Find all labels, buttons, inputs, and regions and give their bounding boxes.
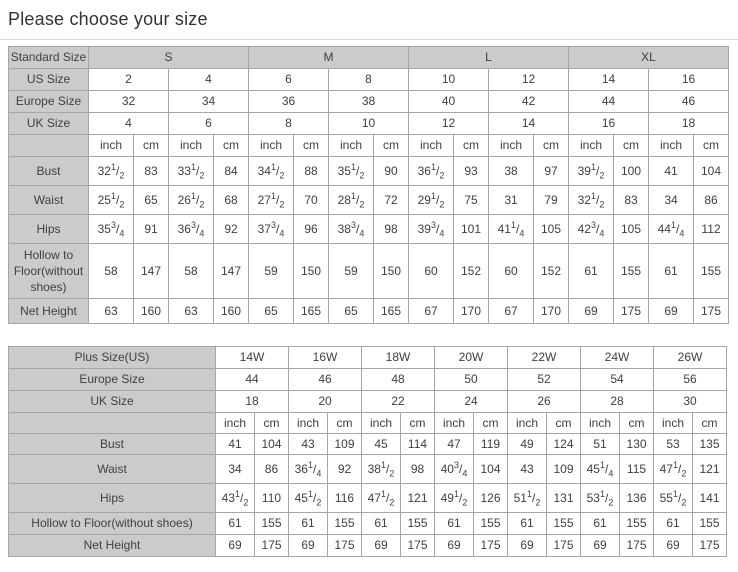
measurement-value-cell: 88 [294,157,329,186]
measurement-value-cell: $35^1/_2$ [329,157,374,186]
measurement-value-cell: 61 [654,513,693,535]
measurement-value-cell: $26^1/_2$ [169,186,214,215]
measurement-value-cell: $28^1/_2$ [329,186,374,215]
row-label: Waist [9,455,216,484]
measurement-value-cell: 109 [547,455,581,484]
measurement-value-cell: 69 [581,535,620,557]
measurement-value-cell: 175 [255,535,289,557]
size-value-cell: 10 [409,69,489,91]
measurement-value-cell: 105 [614,215,649,244]
measurement-value-cell: 155 [328,513,362,535]
measurement-value-cell: 155 [255,513,289,535]
row-label: Waist [9,186,89,215]
measurement-value-cell: 124 [547,434,581,455]
unit-header-cell: cm [328,413,362,434]
measurement-value-cell: 93 [454,157,489,186]
measurement-value-cell: 155 [614,244,649,299]
size-group-header: 14W [216,347,289,369]
measurement-value-cell: 152 [534,244,569,299]
size-value-cell: 6 [249,69,329,91]
measurement-value-cell: 150 [294,244,329,299]
standard-size-table-container [8,46,738,324]
size-value-cell: 2 [89,69,169,91]
measurement-value-cell: $45^1/_2$ [289,484,328,513]
size-guide-page [0,9,738,557]
measurement-value-cell: 100 [614,157,649,186]
size-group-header: 26W [654,347,727,369]
measurement-value-cell: 86 [694,186,729,215]
measurement-row [9,157,729,186]
measurement-value-cell: 121 [401,484,435,513]
measurement-value-cell: 67 [489,299,534,324]
size-value-cell: 22 [362,391,435,413]
size-group-header-row [9,47,729,69]
measurement-value-cell: $45^1/_4$ [581,455,620,484]
size-value-cell: 30 [654,391,727,413]
measurement-value-cell: $44^1/_4$ [649,215,694,244]
unit-header-cell: inch [362,413,401,434]
measurement-row [9,299,729,324]
measurement-row [9,513,727,535]
measurement-value-cell: 175 [693,535,727,557]
measurement-value-cell: 165 [374,299,409,324]
measurement-value-cell: 47 [435,434,474,455]
size-value-cell: 18 [216,391,289,413]
unit-header-cell: inch [435,413,474,434]
size-value-cell: 8 [249,113,329,135]
measurement-value-cell: 70 [294,186,329,215]
measurement-value-cell: 69 [649,299,694,324]
measurement-value-cell: 61 [289,513,328,535]
row-label: Europe Size [9,91,89,113]
measurement-value-cell: 155 [620,513,654,535]
measurement-value-cell: 69 [216,535,255,557]
measurement-value-cell: 112 [694,215,729,244]
corner-label: Standard Size [9,47,89,69]
row-label: Hips [9,215,89,244]
measurement-value-cell: 41 [216,434,255,455]
measurement-value-cell: 59 [249,244,294,299]
unit-header-cell: cm [694,135,729,157]
measurement-value-cell: 61 [649,244,694,299]
measurement-value-cell: 69 [289,535,328,557]
unit-header-cell: cm [534,135,569,157]
measurement-value-cell: 65 [249,299,294,324]
size-value-cell: 34 [169,91,249,113]
measurement-value-cell: 61 [508,513,547,535]
size-value-cell: 24 [435,391,508,413]
measurement-value-cell: 101 [454,215,489,244]
measurement-value-cell: $47^1/_2$ [362,484,401,513]
measurement-value-cell: $42^3/_4$ [569,215,614,244]
measurement-value-cell: 160 [214,299,249,324]
unit-header-row [9,135,729,157]
size-group-header: M [249,47,409,69]
measurement-row [9,215,729,244]
row-label: Net Height [9,535,216,557]
measurement-value-cell: 104 [694,157,729,186]
row-label: UK Size [9,113,89,135]
size-value-cell: 32 [89,91,169,113]
measurement-value-cell: 116 [328,484,362,513]
unit-header-cell: cm [134,135,169,157]
measurement-value-cell: 91 [134,215,169,244]
measurement-value-cell: 43 [508,455,547,484]
measurement-value-cell: 53 [654,434,693,455]
standard-size-table [8,46,729,324]
measurement-value-cell: $53^1/_2$ [581,484,620,513]
measurement-value-cell: $36^3/_4$ [169,215,214,244]
unit-header-cell: cm [620,413,654,434]
measurement-value-cell: 155 [694,244,729,299]
row-label: US Size [9,69,89,91]
measurement-row [9,484,727,513]
plus-size-table-container [8,346,738,557]
size-value-cell: 4 [89,113,169,135]
unit-header-cell: cm [374,135,409,157]
measurement-value-cell: 83 [614,186,649,215]
measurement-value-cell: $38^1/_2$ [362,455,401,484]
measurement-value-cell: 170 [534,299,569,324]
size-conversion-row [9,113,729,135]
size-value-cell: 48 [362,369,435,391]
size-group-header: 16W [289,347,362,369]
size-group-header: L [409,47,569,69]
unit-header-cell: inch [649,135,694,157]
measurement-value-cell: 69 [654,535,693,557]
size-value-cell: 36 [249,91,329,113]
measurement-value-cell: 155 [547,513,581,535]
measurement-value-cell: $43^1/_2$ [216,484,255,513]
measurement-value-cell: 98 [401,455,435,484]
measurement-value-cell: 92 [214,215,249,244]
measurement-row [9,535,727,557]
unit-header-cell: cm [401,413,435,434]
size-group-header: 20W [435,347,508,369]
measurement-value-cell: 92 [328,455,362,484]
size-value-cell: 40 [409,91,489,113]
row-label: Hollow to Floor(without shoes) [9,513,216,535]
size-value-cell: 50 [435,369,508,391]
measurement-value-cell: 59 [329,244,374,299]
title-divider [0,39,738,40]
size-value-cell: 54 [581,369,654,391]
measurement-value-cell: $36^1/_4$ [289,455,328,484]
measurement-value-cell: 51 [581,434,620,455]
size-value-cell: 10 [329,113,409,135]
measurement-value-cell: 175 [620,535,654,557]
measurement-value-cell: $47^1/_2$ [654,455,693,484]
size-value-cell: 26 [508,391,581,413]
size-value-cell: 16 [569,113,649,135]
measurement-value-cell: 155 [474,513,508,535]
unit-header-cell: inch [508,413,547,434]
size-conversion-row [9,69,729,91]
measurement-value-cell: 105 [534,215,569,244]
measurement-value-cell: 86 [255,455,289,484]
unit-header-cell: cm [294,135,329,157]
measurement-value-cell: 38 [489,157,534,186]
size-group-header: XL [569,47,729,69]
measurement-value-cell: 60 [409,244,454,299]
measurement-value-cell: 63 [169,299,214,324]
measurement-value-cell: 41 [649,157,694,186]
measurement-value-cell: 175 [694,299,729,324]
measurement-value-cell: 147 [214,244,249,299]
row-label: Hips [9,484,216,513]
unit-header-cell: inch [169,135,214,157]
size-value-cell: 12 [489,69,569,91]
row-label: Net Height [9,299,89,324]
unit-header-cell: inch [89,135,134,157]
size-conversion-row [9,391,727,413]
size-value-cell: 8 [329,69,409,91]
size-group-header: 24W [581,347,654,369]
size-value-cell: 14 [569,69,649,91]
measurement-value-cell: 96 [294,215,329,244]
measurement-value-cell: $40^3/_4$ [435,455,474,484]
measurement-value-cell: 69 [569,299,614,324]
measurement-value-cell: 43 [289,434,328,455]
measurement-value-cell: 65 [329,299,374,324]
measurement-value-cell: 114 [401,434,435,455]
measurement-value-cell: $49^1/_2$ [435,484,474,513]
measurement-value-cell: 104 [474,455,508,484]
measurement-value-cell: 69 [508,535,547,557]
measurement-value-cell: 90 [374,157,409,186]
measurement-value-cell: 79 [534,186,569,215]
measurement-value-cell: 61 [216,513,255,535]
unit-header-cell: inch [569,135,614,157]
measurement-value-cell: 155 [693,513,727,535]
unit-header-cell: inch [654,413,693,434]
measurement-value-cell: $32^1/_2$ [89,157,134,186]
size-value-cell: 12 [409,113,489,135]
unit-header-cell: inch [489,135,534,157]
corner-label: Plus Size(US) [9,347,216,369]
measurement-value-cell: 69 [435,535,474,557]
measurement-value-cell: 97 [534,157,569,186]
unit-header-cell: cm [214,135,249,157]
unit-header-cell: cm [255,413,289,434]
measurement-value-cell: 121 [693,455,727,484]
measurement-value-cell: 165 [294,299,329,324]
measurement-value-cell: 136 [620,484,654,513]
measurement-value-cell: 150 [374,244,409,299]
plus-size-table [8,346,727,557]
size-value-cell: 52 [508,369,581,391]
measurement-row [9,244,729,299]
measurement-value-cell: $25^1/_2$ [89,186,134,215]
measurement-value-cell: 175 [328,535,362,557]
unit-header-cell: inch [581,413,620,434]
measurement-value-cell: 61 [362,513,401,535]
measurement-value-cell: 141 [693,484,727,513]
measurement-value-cell: 152 [454,244,489,299]
unit-header-cell: inch [409,135,454,157]
size-conversion-row [9,91,729,113]
size-value-cell: 16 [649,69,729,91]
unit-header-cell: inch [329,135,374,157]
measurement-value-cell: 155 [401,513,435,535]
measurement-value-cell: 110 [255,484,289,513]
measurement-value-cell: $29^1/_2$ [409,186,454,215]
size-group-header-row [9,347,727,369]
size-value-cell: 20 [289,391,362,413]
measurement-value-cell: 175 [614,299,649,324]
measurement-value-cell: 34 [649,186,694,215]
size-conversion-row [9,369,727,391]
row-label: Europe Size [9,369,216,391]
row-label: Hollow to Floor(without shoes) [9,244,89,299]
measurement-value-cell: 131 [547,484,581,513]
measurement-value-cell: 72 [374,186,409,215]
measurement-value-cell: $32^1/_2$ [569,186,614,215]
measurement-value-cell: 175 [547,535,581,557]
measurement-value-cell: $34^1/_2$ [249,157,294,186]
measurement-value-cell: $36^1/_2$ [409,157,454,186]
measurement-row [9,186,729,215]
measurement-value-cell: 34 [216,455,255,484]
unit-header-cell: inch [289,413,328,434]
measurement-value-cell: 119 [474,434,508,455]
measurement-value-cell: 104 [255,434,289,455]
size-value-cell: 28 [581,391,654,413]
size-value-cell: 46 [649,91,729,113]
size-value-cell: 56 [654,369,727,391]
measurement-value-cell: $39^1/_2$ [569,157,614,186]
measurement-value-cell: $35^3/_4$ [89,215,134,244]
measurement-value-cell: $27^1/_2$ [249,186,294,215]
measurement-value-cell: $41^1/_4$ [489,215,534,244]
measurement-value-cell: 109 [328,434,362,455]
measurement-row [9,434,727,455]
unit-header-cell: cm [614,135,649,157]
measurement-value-cell: 175 [474,535,508,557]
unit-header-cell: cm [693,413,727,434]
row-label: Bust [9,434,216,455]
measurement-value-cell: 115 [620,455,654,484]
measurement-row [9,455,727,484]
measurement-value-cell: 61 [569,244,614,299]
size-value-cell: 44 [216,369,289,391]
measurement-value-cell: 61 [581,513,620,535]
measurement-value-cell: 160 [134,299,169,324]
measurement-value-cell: 68 [214,186,249,215]
measurement-value-cell: 135 [693,434,727,455]
size-value-cell: 4 [169,69,249,91]
measurement-value-cell: 84 [214,157,249,186]
measurement-value-cell: 61 [435,513,474,535]
unit-header-cell: cm [454,135,489,157]
row-label: Bust [9,157,89,186]
measurement-value-cell: 147 [134,244,169,299]
size-value-cell: 38 [329,91,409,113]
size-value-cell: 6 [169,113,249,135]
measurement-value-cell: $33^1/_2$ [169,157,214,186]
page-title: Please choose your size [8,9,208,29]
measurement-value-cell: 98 [374,215,409,244]
row-label: UK Size [9,391,216,413]
measurement-value-cell: 45 [362,434,401,455]
measurement-value-cell: 58 [89,244,134,299]
measurement-value-cell: 65 [134,186,169,215]
unit-header-cell: inch [249,135,294,157]
size-group-header: S [89,47,249,69]
measurement-value-cell: 49 [508,434,547,455]
measurement-value-cell: 175 [401,535,435,557]
measurement-value-cell: 130 [620,434,654,455]
measurement-value-cell: 31 [489,186,534,215]
size-value-cell: 42 [489,91,569,113]
measurement-value-cell: 67 [409,299,454,324]
size-value-cell: 18 [649,113,729,135]
measurement-value-cell: 69 [362,535,401,557]
size-value-cell: 14 [489,113,569,135]
unit-header-cell: cm [474,413,508,434]
measurement-value-cell: 83 [134,157,169,186]
measurement-value-cell: 63 [89,299,134,324]
size-group-header: 18W [362,347,435,369]
measurement-value-cell: $38^3/_4$ [329,215,374,244]
unit-row-corner [9,135,89,157]
measurement-value-cell: 60 [489,244,534,299]
measurement-value-cell: 58 [169,244,214,299]
size-group-header: 22W [508,347,581,369]
measurement-value-cell: 170 [454,299,489,324]
unit-header-row [9,413,727,434]
measurement-value-cell: $55^1/_2$ [654,484,693,513]
size-value-cell: 46 [289,369,362,391]
unit-header-cell: inch [216,413,255,434]
measurement-value-cell: $51^1/_2$ [508,484,547,513]
measurement-value-cell: $39^3/_4$ [409,215,454,244]
unit-header-cell: cm [547,413,581,434]
measurement-value-cell: $37^3/_4$ [249,215,294,244]
size-value-cell: 44 [569,91,649,113]
measurement-value-cell: 126 [474,484,508,513]
measurement-value-cell: 75 [454,186,489,215]
unit-row-corner [9,413,216,434]
